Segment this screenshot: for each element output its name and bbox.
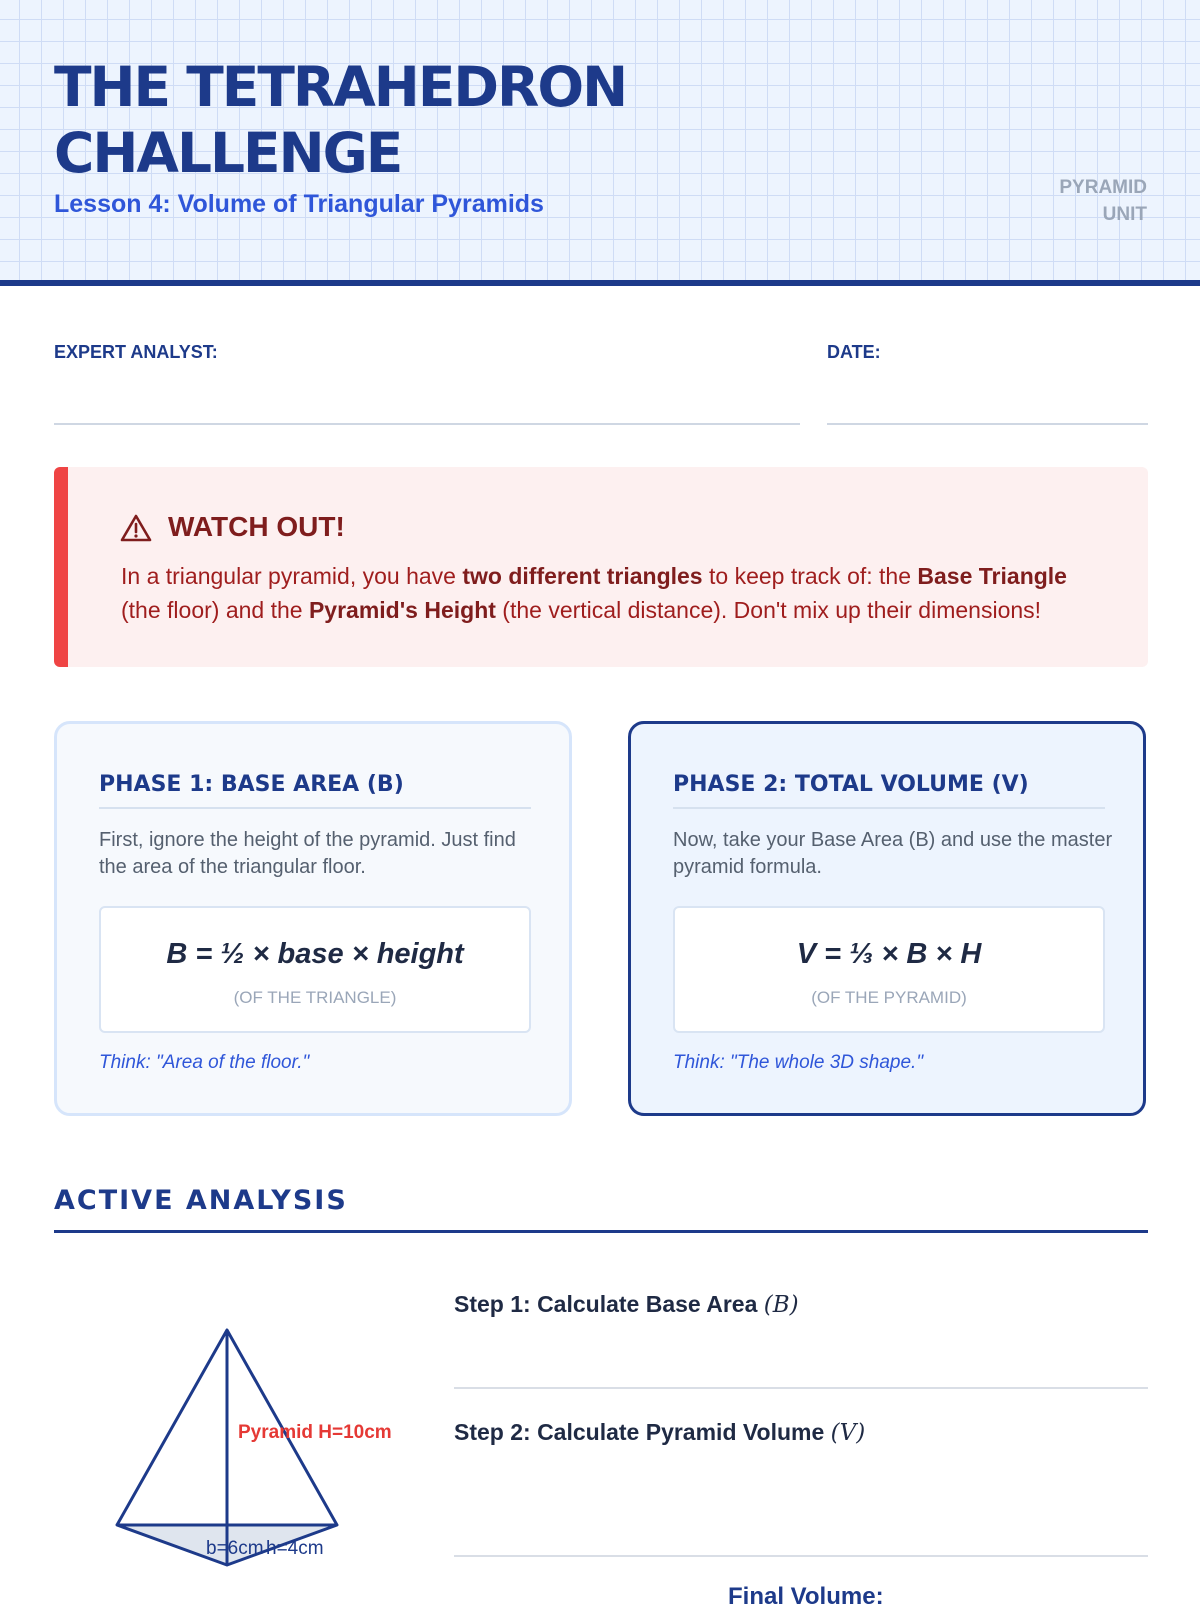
volume-formula: V = ⅓ × B × H	[796, 938, 982, 970]
pyramid-height-label: Pyramid H=10cm	[238, 1422, 392, 1443]
step-1-variable: (B)	[763, 1292, 799, 1318]
phase-2-formula-box	[673, 906, 1105, 1033]
phase-1-think: Think: "Area of the floor."	[99, 1052, 310, 1073]
phase-1-description: First, ignore the height of the pyramid. Just find the area of the triangular floor.	[99, 829, 516, 878]
warning-triangle-icon	[120, 513, 152, 543]
phase-2-think: Think: "The whole 3D shape."	[673, 1052, 924, 1073]
step-1-answer-line[interactable]	[454, 1387, 1148, 1389]
phase-1-card	[54, 721, 572, 1116]
phase-2-formula-note: (OF THE PYRAMID)	[811, 988, 967, 1007]
phase-1-title: PHASE 1: BASE AREA (B)	[99, 772, 531, 809]
analyst-name-field[interactable]	[54, 423, 800, 425]
page-header	[0, 0, 1200, 286]
final-volume-label: Final Volume:	[728, 1583, 884, 1610]
page-subtitle: Lesson 4: Volume of Triangular Pyramids	[54, 190, 544, 218]
date-field[interactable]	[827, 423, 1148, 425]
step-2-variable: (V)	[830, 1420, 866, 1446]
unit-tag	[947, 174, 1147, 228]
alert-bold-base: Base Triangle	[917, 563, 1067, 589]
step-1-label: Step 1: Calculate Base Area (B)	[454, 1291, 799, 1318]
alert-title: WATCH OUT!	[168, 511, 345, 542]
section-divider	[54, 1230, 1148, 1233]
phase-2-title: PHASE 2: TOTAL VOLUME (V)	[673, 772, 1105, 809]
page-title: THE TETRAHEDRON CHALLENGE	[54, 55, 627, 185]
alert-bold-triangles: two different triangles	[462, 563, 703, 589]
pyramid-diagram	[100, 1315, 420, 1600]
alert-bold-height: Pyramid's Height	[308, 597, 496, 623]
step-2-label: Step 2: Calculate Pyramid Volume (V)	[454, 1419, 866, 1446]
step-2-answer-line[interactable]	[454, 1555, 1148, 1557]
unit-tag-line2: UNIT	[1102, 204, 1147, 225]
base-length-label: b=6cm	[206, 1538, 264, 1559]
phase-1-formula-note: (OF THE TRIANGLE)	[233, 988, 397, 1007]
unit-tag-line1: PYRAMID	[1059, 177, 1147, 198]
base-area-formula: B = ½ × base × height	[166, 938, 464, 970]
analyst-label: EXPERT ANALYST:	[54, 342, 218, 362]
phase-1-formula-box	[99, 906, 531, 1033]
date-label: DATE:	[827, 342, 881, 362]
phase-2-card	[628, 721, 1146, 1116]
triangle-height-label: h=4cm	[266, 1538, 324, 1559]
active-analysis-heading: ACTIVE ANALYSIS	[54, 1185, 348, 1216]
phase-2-description: Now, take your Base Area (B) and use the master pyramid formula.	[673, 829, 1113, 878]
alert-text: In a triangular pyramid, you have two different triangles to keep track of: the Base Triangle (the floor) and the Pyramid's Height (the vertical distance). Don't mix up their dimensions!	[121, 563, 1067, 623]
watch-out-callout	[54, 467, 1148, 667]
